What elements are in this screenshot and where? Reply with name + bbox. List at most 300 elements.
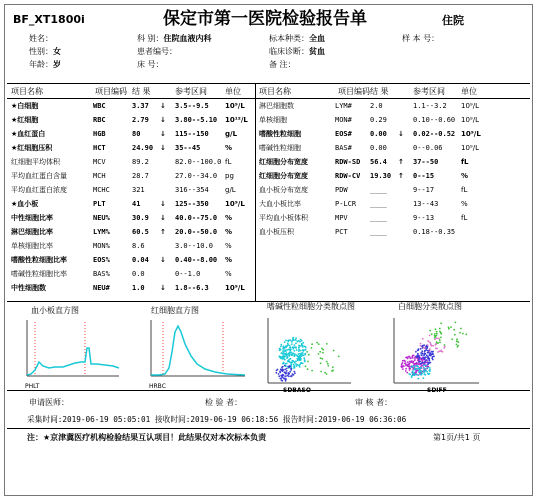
baso-scatter-point <box>295 342 297 344</box>
baso-scatter-point <box>311 343 313 345</box>
diff-scatter-point <box>459 332 461 334</box>
item-name: 单核细胞比率 <box>11 242 53 250</box>
diff-scatter-point <box>414 365 416 367</box>
diff-scatter-point <box>402 368 404 370</box>
diff-scatter-point <box>414 359 416 361</box>
diff-scatter-point <box>436 341 438 343</box>
item-unit: 10¹²/L <box>225 116 248 124</box>
item-reference: 82.0--100.0 <box>175 158 222 166</box>
baso-scatter-point <box>293 355 295 357</box>
diff-scatter-point <box>409 356 411 358</box>
diff-scatter-point <box>421 371 423 373</box>
result-row <box>5 283 255 294</box>
baso-scatter-point <box>288 352 290 354</box>
baso-scatter-point <box>281 379 283 381</box>
diff-scatter-point <box>432 345 434 347</box>
baso-scatter-point <box>299 353 301 355</box>
item-flag: ↓ <box>160 102 166 110</box>
diff-scatter-point <box>429 342 431 344</box>
item-code: PCT <box>335 228 348 236</box>
baso-scatter-point <box>280 346 282 348</box>
baso-scatter-point <box>290 369 292 371</box>
footer-rule <box>7 428 530 429</box>
diff-scatter-point <box>421 350 423 352</box>
diff-scatter-point <box>440 333 442 335</box>
item-reference: 0.10--0.60 <box>413 116 456 124</box>
item-unit: g/L <box>225 130 238 138</box>
baso-scatter-point <box>302 354 304 356</box>
baso-scatter-point <box>300 339 302 341</box>
baso-scatter-point <box>299 341 301 343</box>
info-label: 科 别： <box>137 34 164 43</box>
diff-scatter-point <box>436 333 438 335</box>
table-top-rule <box>7 83 530 84</box>
baso-scatter-point <box>303 357 305 359</box>
baso-scatter-point <box>282 374 284 376</box>
result-row <box>5 269 255 280</box>
item-result: 2.79 <box>132 116 149 124</box>
item-result: 28.7 <box>132 172 149 180</box>
diff-scatter-point <box>406 372 408 374</box>
baso-scatter-point <box>294 344 296 346</box>
result-row <box>5 213 468 224</box>
diff-scatter-point <box>448 327 450 329</box>
info-bed <box>137 60 164 70</box>
item-name: 嗜酸性粒细胞比率 <box>11 256 67 264</box>
tester: 检 验 者： <box>205 398 243 407</box>
diff-scatter-point <box>429 354 431 356</box>
diff-scatter-point <box>427 362 429 364</box>
baso-scatter-point <box>320 357 322 359</box>
item-result: 30.9 <box>132 214 149 222</box>
diff-scatter-point <box>457 345 459 347</box>
item-unit: 10⁹/L <box>225 200 245 208</box>
item-unit: 10⁹/L <box>225 284 245 292</box>
diff-scatter-point <box>418 357 420 359</box>
diff-scatter-point <box>407 364 409 366</box>
diff-scatter-point <box>435 328 437 330</box>
column-header: 参考区间 <box>413 87 445 96</box>
baso-scatter-point <box>275 372 277 374</box>
result-row <box>5 185 468 196</box>
item-name: 红细胞分布宽度 <box>259 172 308 180</box>
diff-scatter-title: 白细胞分类散点图 <box>398 302 462 311</box>
item-result: 80 <box>132 130 141 138</box>
item-code: EOS# <box>335 130 352 138</box>
diff-scatter-point <box>420 345 422 347</box>
diff-scatter-point <box>420 348 422 350</box>
lab-report-sheet <box>4 4 533 496</box>
baso-scatter-point <box>304 359 306 361</box>
item-reference: 27.0--34.0 <box>175 172 218 180</box>
baso-scatter-point <box>285 340 287 342</box>
item-name: 平均血小板体积 <box>259 214 308 222</box>
baso-scatter-point <box>302 345 304 347</box>
diff-scatter-point <box>419 370 421 372</box>
diff-scatter-point <box>416 373 418 375</box>
diff-scatter-point <box>420 363 422 365</box>
page-indicator: 第1页/共1 页 <box>433 433 481 442</box>
baso-scatter-point <box>302 352 304 354</box>
item-code: MCH <box>93 172 106 180</box>
table-header-rule <box>7 98 530 99</box>
diff-scatter-point <box>424 350 426 352</box>
item-code: EOS% <box>93 256 110 264</box>
item-result: ____ <box>370 186 387 194</box>
baso-scatter-point <box>286 370 288 372</box>
diff-scatter-point <box>429 335 431 337</box>
item-reference: 9--17 <box>413 186 435 194</box>
diff-scatter-point <box>418 358 420 360</box>
info-label: 标本种类： <box>269 34 309 43</box>
item-reference: 37--50 <box>413 158 439 166</box>
info-label: 年龄： <box>29 60 53 69</box>
baso-scatter-point <box>284 356 286 358</box>
diff-scatter-point <box>425 370 427 372</box>
result-row <box>5 101 479 112</box>
baso-scatter-point <box>297 355 299 357</box>
diff-scatter-point <box>418 348 420 350</box>
diff-scatter-point <box>405 370 407 372</box>
diff-scatter-point <box>409 361 411 363</box>
item-reference: 0.40--8.00 <box>175 256 218 264</box>
footer-note: 注：★京津冀医疗机构检验结果互认项目！此结果仅对本次标本负责 <box>27 433 267 442</box>
baso-scatter-point <box>289 371 291 373</box>
baso-scatter-point <box>292 337 294 339</box>
diff-scatter-point <box>429 362 431 364</box>
diff-scatter-point <box>456 344 458 346</box>
diff-scatter-point <box>422 338 424 340</box>
item-result: ____ <box>370 228 387 236</box>
reviewer: 审 核 者： <box>355 398 393 407</box>
baso-scatter-point <box>327 363 329 365</box>
item-code: RDW-CV <box>335 172 361 180</box>
diff-scatter-point <box>434 333 436 335</box>
item-reference: 316--354 <box>175 186 209 194</box>
item-result: 1.0 <box>132 284 145 292</box>
item-name: ★红细胞压积 <box>11 144 53 152</box>
diff-scatter-point <box>436 335 438 337</box>
report-title: 保定市第一医院检验报告单 <box>163 9 367 29</box>
item-flag: ↓ <box>160 214 166 222</box>
diff-scatter-point <box>444 346 446 348</box>
baso-scatter-point <box>321 358 323 360</box>
baso-scatter-point <box>318 343 320 345</box>
item-result: 0.00 <box>370 144 387 152</box>
baso-scatter-point <box>294 339 296 341</box>
item-result: 0.00 <box>370 130 387 138</box>
item-name: ★白细胞 <box>11 102 39 110</box>
result-row <box>5 241 255 252</box>
diff-scatter-point <box>425 368 427 370</box>
diff-scatter-point <box>416 368 418 370</box>
info-value: 住院血液内科 <box>163 34 212 43</box>
baso-scatter-point <box>291 375 293 377</box>
diff-scatter-point <box>420 367 422 369</box>
item-code: MPV <box>335 214 348 222</box>
baso-scatter-point <box>294 372 296 374</box>
info-label: 床 号： <box>137 60 164 69</box>
baso-scatter-point <box>289 366 291 368</box>
column-header: 项目编码 <box>95 87 127 96</box>
diff-scatter-point <box>416 365 418 367</box>
baso-scatter-point <box>290 358 292 360</box>
info-sex <box>29 47 61 57</box>
result-row <box>5 115 479 126</box>
diff-scatter-point <box>423 364 425 366</box>
diff-scatter-point <box>413 372 415 374</box>
diff-scatter-point <box>436 337 438 339</box>
diff-scatter-point <box>421 346 423 348</box>
info-name <box>29 34 53 44</box>
diff-scatter-point <box>421 358 423 360</box>
item-unit: % <box>461 200 468 208</box>
info-label: 样 本 号： <box>402 34 440 43</box>
item-flag: ↑ <box>160 228 166 236</box>
item-reference: 0.02--0.52 <box>413 130 456 138</box>
baso-scatter-point <box>298 365 300 367</box>
baso-scatter-point <box>316 342 318 344</box>
item-code: RBC <box>93 116 106 124</box>
column-header: 项目编码 <box>338 87 370 96</box>
baso-scatter-point <box>322 352 324 354</box>
diff-scatter-point <box>429 351 431 353</box>
diff-scatter-point <box>413 363 415 365</box>
diff-scatter-point <box>440 337 442 339</box>
item-name: 单核细胞 <box>259 116 287 124</box>
diff-scatter-point <box>426 355 428 357</box>
item-result: 60.5 <box>132 228 149 236</box>
baso-scatter-point <box>290 354 292 356</box>
baso-scatter-point <box>321 348 323 350</box>
baso-scatter-point <box>326 373 328 375</box>
item-name: 淋巴细胞数 <box>259 102 294 110</box>
diff-scatter-point <box>450 326 452 328</box>
item-code: BAS% <box>93 270 110 278</box>
item-flag: ↓ <box>160 200 166 208</box>
diff-scatter-point <box>422 362 424 364</box>
baso-scatter-point <box>305 365 307 367</box>
item-result: 41 <box>132 200 141 208</box>
diff-scatter-point <box>431 333 433 335</box>
diff-scatter-point <box>444 344 446 346</box>
item-reference: 3.0--10.0 <box>175 242 213 250</box>
result-row <box>5 227 456 238</box>
item-unit: % <box>225 228 233 236</box>
item-name: ★血小板 <box>11 200 39 208</box>
baso-scatter-point <box>293 353 295 355</box>
baso-scatter-point <box>295 346 297 348</box>
diff-scatter-point <box>435 343 437 345</box>
info-label: 患者编号： <box>137 47 177 56</box>
diff-scatter-point <box>455 322 457 324</box>
baso-scatter-point <box>318 353 320 355</box>
item-flag: ↓ <box>160 116 166 124</box>
result-row <box>5 199 468 210</box>
diff-scatter-point <box>401 365 403 367</box>
item-code: PDW <box>335 186 348 194</box>
baso-scatter-point <box>283 362 285 364</box>
baso-scatter-point <box>319 351 321 353</box>
info-value: 岁 <box>53 60 61 69</box>
item-reference: 125--350 <box>175 200 209 208</box>
baso-scatter-point <box>290 349 292 351</box>
item-name: 中性细胞比率 <box>11 214 53 222</box>
baso-scatter-point <box>338 356 340 358</box>
diff-scatter-point <box>457 341 459 343</box>
baso-scatter-point <box>295 360 297 362</box>
diff-scatter-point <box>418 374 420 376</box>
diff-scatter-point <box>440 322 442 324</box>
diff-scatter-point <box>429 367 431 369</box>
baso-scatter-point <box>279 349 281 351</box>
diff-scatter-point <box>427 363 429 365</box>
item-unit: 10⁹/L <box>461 116 479 124</box>
plt-histogram <box>21 318 121 390</box>
baso-scatter-point <box>293 371 295 373</box>
diff-scatter-point <box>428 341 430 343</box>
baso-scatter-point <box>291 343 293 345</box>
item-result: 0.04 <box>132 256 149 264</box>
baso-scatter-point <box>284 369 286 371</box>
item-name: 淋巴细胞比率 <box>11 228 53 236</box>
baso-scatter-point <box>290 346 292 348</box>
item-unit: % <box>225 242 232 250</box>
item-unit: 10⁹/L <box>225 102 245 110</box>
plt-histogram-label: PHLT <box>25 383 40 390</box>
baso-scatter-point <box>304 354 306 356</box>
baso-scatter-point <box>288 360 290 362</box>
baso-scatter-point <box>292 360 294 362</box>
item-name: 中性细胞数 <box>11 284 46 292</box>
result-row <box>5 171 469 182</box>
item-reference: 13--43 <box>413 200 439 208</box>
item-name: 血小板分布宽度 <box>259 186 308 194</box>
item-result: 3.37 <box>132 102 149 110</box>
baso-scatterplot <box>263 315 353 393</box>
diff-scatter-point <box>462 333 464 335</box>
column-header: 项目名称 <box>11 87 43 96</box>
diff-scatter-point <box>424 361 426 363</box>
diff-scatter-point <box>429 370 431 372</box>
diff-scatter-point <box>409 368 411 370</box>
baso-scatter-point <box>300 358 302 360</box>
item-code: NEU% <box>93 214 110 222</box>
diff-scatter-point <box>436 348 438 350</box>
baso-scatter-point <box>283 347 285 349</box>
applicant-doctor: 申请医师： <box>29 398 69 407</box>
baso-scatter-point <box>287 340 289 342</box>
diff-scatter-point <box>456 338 458 340</box>
info-value: 贫血 <box>309 47 325 56</box>
item-unit: pg <box>225 172 234 180</box>
diff-scatter-point <box>429 360 431 362</box>
baso-scatter-point <box>280 356 282 358</box>
item-flag: ↓ <box>160 256 166 264</box>
item-result: ____ <box>370 200 387 208</box>
item-unit: % <box>225 214 233 222</box>
baso-scatter-point <box>308 354 310 356</box>
item-unit: fL <box>461 214 468 222</box>
item-flag: ↑ <box>398 172 404 180</box>
baso-scatter-point <box>298 353 300 355</box>
info-label: 临床诊断： <box>269 47 309 56</box>
baso-scatter-point <box>320 371 322 373</box>
baso-scatter-point <box>304 346 306 348</box>
baso-scatter-point <box>278 375 280 377</box>
baso-scatter-point <box>288 349 290 351</box>
item-unit: fL <box>461 186 468 194</box>
baso-scatter-point <box>279 371 281 373</box>
baso-scatter-point <box>294 350 296 352</box>
column-header: 结 果 <box>370 87 389 96</box>
diff-scatter-point <box>431 353 433 355</box>
info-value: 全血 <box>309 34 325 43</box>
patient-category: 住院 <box>442 14 464 27</box>
baso-scatter-point <box>285 372 287 374</box>
item-result: 56.4 <box>370 158 387 166</box>
item-reference: 0.18--0.35 <box>413 228 456 236</box>
item-name: 嗜碱性粒细胞 <box>259 144 301 152</box>
item-reference: 35--45 <box>175 144 201 152</box>
baso-scatter-point <box>293 374 295 376</box>
item-result: 8.6 <box>132 242 145 250</box>
diff-scatter-point <box>403 360 405 362</box>
diff-scatter-point <box>439 328 441 330</box>
item-unit: g/L <box>225 186 236 194</box>
column-header: 结 果 <box>132 87 151 96</box>
diff-scatter-point <box>436 331 438 333</box>
item-name: 血小板压积 <box>259 228 294 236</box>
baso-scatter-title: 嗜碱性粒细胞分类散点图 <box>267 302 355 311</box>
baso-scatter-point <box>282 370 284 372</box>
diff-scatter-point <box>429 348 431 350</box>
baso-scatter-point <box>311 347 313 349</box>
diff-scatter-point <box>465 333 467 335</box>
item-reference: 0--1.0 <box>175 270 201 278</box>
diff-scatter-point <box>412 370 414 372</box>
item-reference: 20.0--50.0 <box>175 228 218 236</box>
item-code: PLT <box>93 200 106 208</box>
item-code: HCT <box>93 144 106 152</box>
diff-scatter-point <box>417 378 419 380</box>
baso-scatter-point <box>320 362 322 364</box>
diff-scatter-point <box>454 334 456 336</box>
item-reference: 115--150 <box>175 130 209 138</box>
baso-scatter-point <box>284 359 286 361</box>
diff-scatter-point <box>423 344 425 346</box>
baso-scatter-point <box>296 341 298 343</box>
diff-scatter-point <box>453 329 455 331</box>
item-code: MCV <box>93 158 106 166</box>
diff-scatter-point <box>408 365 410 367</box>
item-reference: 9--13 <box>413 214 435 222</box>
baso-scatter-point <box>306 351 308 353</box>
baso-scatter-point <box>324 372 326 374</box>
baso-scatter-point <box>307 361 309 363</box>
item-result: ____ <box>370 214 387 222</box>
diff-scatter-point <box>460 328 462 330</box>
baso-scatter-point <box>298 349 300 351</box>
baso-scatter-point <box>332 366 334 368</box>
item-unit: 10⁹/L <box>461 144 479 152</box>
baso-scatter-point <box>282 356 284 358</box>
baso-scatter-point <box>286 357 288 359</box>
baso-scatter-point <box>279 348 281 350</box>
info-patno <box>137 47 177 57</box>
baso-scatter-point <box>283 378 285 380</box>
item-name: 嗜碱性粒细胞比率 <box>11 270 67 278</box>
